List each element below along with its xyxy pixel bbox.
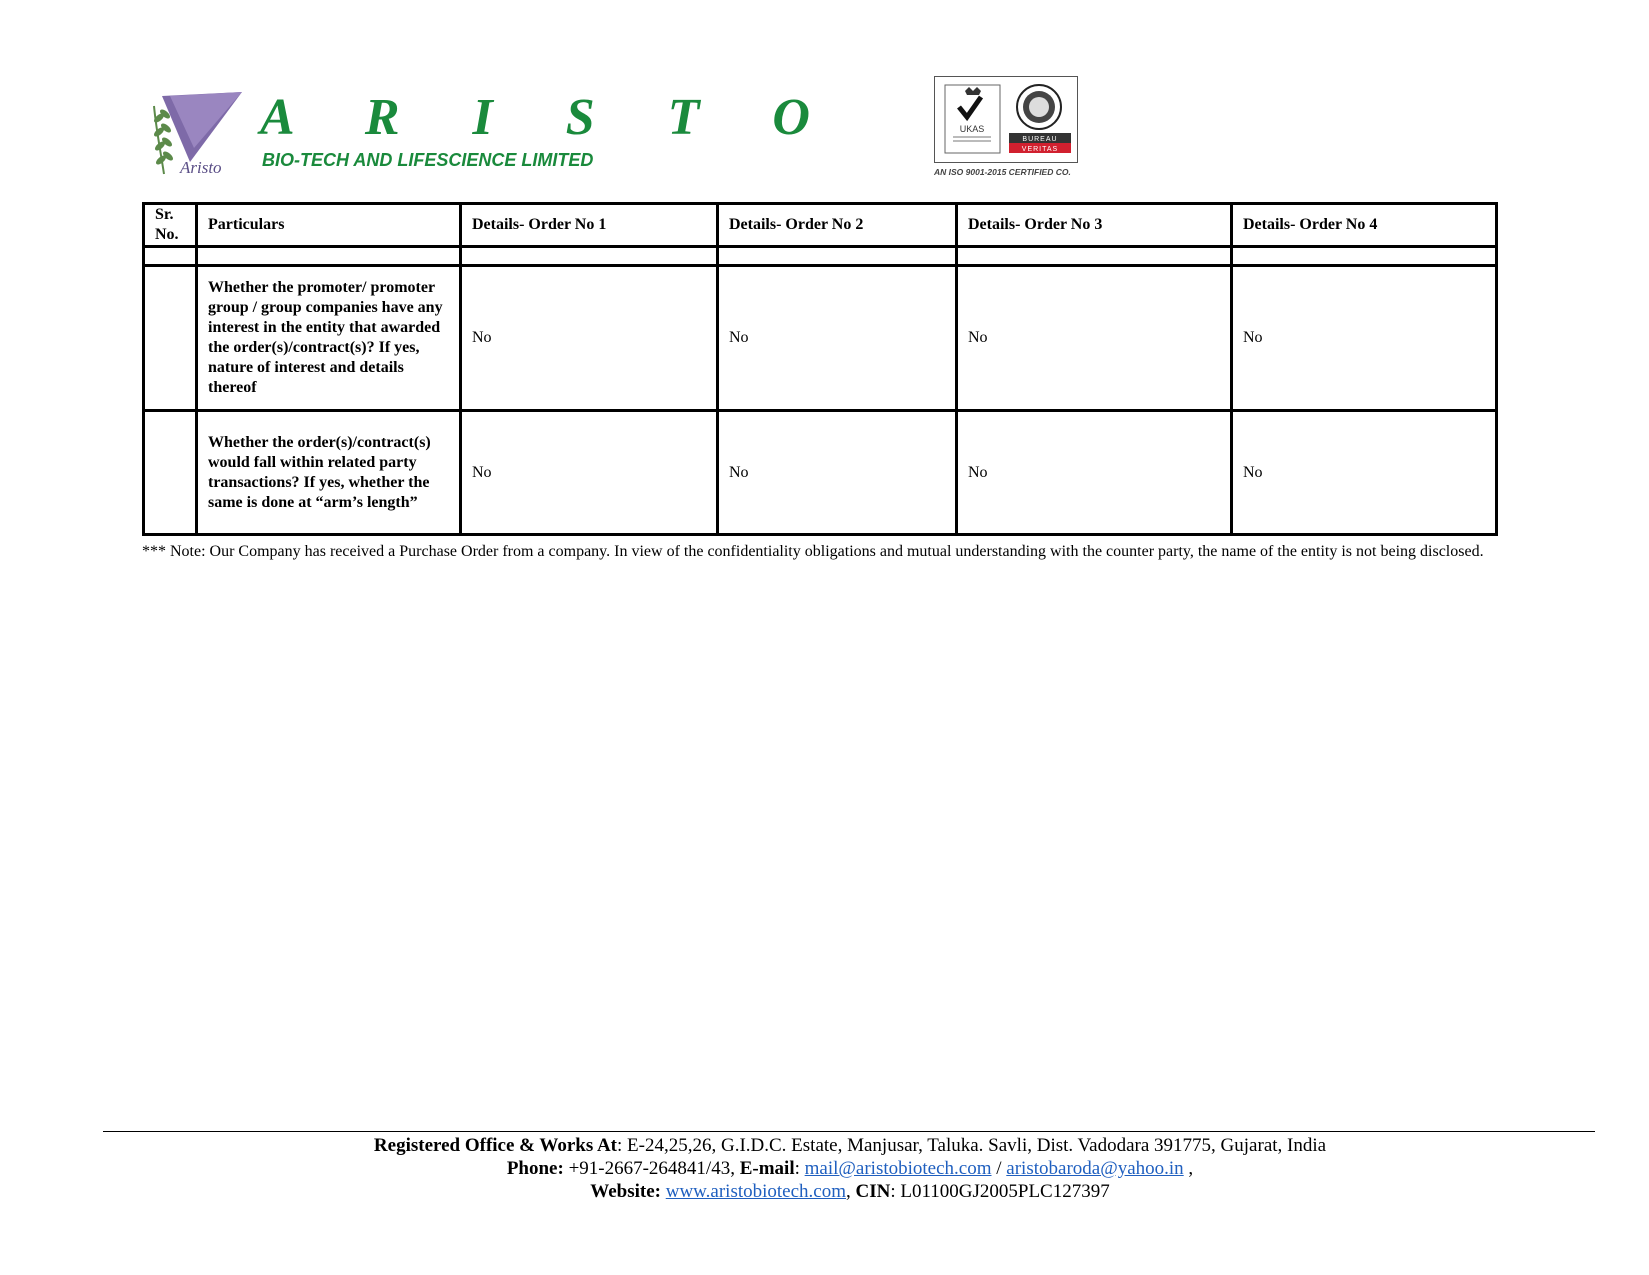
svg-text:BUREAU: BUREAU — [1022, 136, 1058, 143]
row-order-4: No — [1232, 266, 1497, 411]
row-sr — [144, 411, 197, 535]
footer-email-sep: : — [794, 1158, 805, 1179]
iso-certification-badge — [934, 76, 1084, 178]
company-logo — [150, 88, 840, 178]
footer-cin-value: : L01100GJ2005PLC127397 — [890, 1181, 1110, 1202]
row-order-1: No — [461, 411, 718, 535]
row-particular: Whether the promoter/ promoter group / group companies have any interest in the entity that awarded the order(s)/contract(s)? If yes, nature of interest and details thereof — [197, 266, 461, 411]
footer-website-label: Website: — [590, 1181, 661, 1202]
footer-website-line — [0, 1180, 1649, 1203]
order-details-table — [142, 202, 1498, 536]
footer-contact-line — [0, 1157, 1649, 1180]
footer — [0, 1134, 1649, 1203]
footer-divider — [103, 1131, 1595, 1132]
ukas-bv-icon — [935, 77, 1079, 164]
footer-email-label: E-mail — [739, 1158, 795, 1179]
footer-email-slash: / — [991, 1158, 1007, 1179]
footer-phone-value: +91-2667-264841/43, — [563, 1158, 740, 1179]
svg-text:VERITAS: VERITAS — [1021, 146, 1059, 153]
footer-office-label: Registered Office & Works At — [373, 1135, 618, 1156]
logo-subtitle: BIO-TECH AND LIFESCIENCE LIMITED — [262, 150, 594, 170]
cert-frame — [934, 76, 1078, 163]
logo-mark-text: Aristo — [180, 158, 222, 177]
footer-cin-sep: , — [846, 1181, 856, 1202]
table-header-row — [144, 204, 1497, 247]
row-sr — [144, 266, 197, 411]
footer-phone-label: Phone: — [506, 1158, 564, 1179]
logo-wordmark: A R I S T O — [260, 89, 840, 146]
header-particulars: Particulars — [197, 204, 461, 247]
website-link[interactable]: www.aristobiotech.com — [665, 1181, 846, 1202]
footer-cin-label: CIN — [855, 1181, 891, 1202]
footer-office-line — [0, 1134, 1649, 1157]
confidentiality-note: *** Note: Our Company has received a Purchase Order from a company. In view of the confidentiality obligations and mutual understanding with the counter party, the name of the entity is not being disclosed. — [142, 543, 1484, 560]
email-link-1[interactable]: mail@aristobiotech.com — [804, 1158, 992, 1179]
table-blank-row — [144, 247, 1497, 266]
header-sr-no: Sr. No. — [144, 204, 197, 247]
header-order-1: Details- Order No 1 — [461, 204, 718, 247]
row-order-4: No — [1232, 411, 1497, 535]
row-order-2: No — [718, 266, 957, 411]
table-row — [144, 266, 1497, 411]
row-order-3: No — [957, 411, 1232, 535]
footer-office-value: : E-24,25,26, G.I.D.C. Estate, Manjusar, Taluka. Savli, Dist. Vadodara 391775, Gujarat, India — [617, 1135, 1327, 1156]
row-particular: Whether the order(s)/contract(s) would fall within related party transactions? If yes, whether the same is done at “arm’s length” — [197, 411, 461, 535]
cert-caption: AN ISO 9001-2015 CERTIFIED CO. — [934, 167, 1071, 177]
header-order-2: Details- Order No 2 — [718, 204, 957, 247]
email-link-2[interactable]: aristobaroda@yahoo.in — [1006, 1158, 1184, 1179]
row-order-2: No — [718, 411, 957, 535]
footer-email-tail: , — [1183, 1158, 1194, 1179]
header-order-3: Details- Order No 3 — [957, 204, 1232, 247]
row-order-1: No — [461, 266, 718, 411]
cert-ukas-label: UKAS — [959, 124, 985, 134]
header-order-4: Details- Order No 4 — [1232, 204, 1497, 247]
table-row — [144, 411, 1497, 535]
row-order-3: No — [957, 266, 1232, 411]
